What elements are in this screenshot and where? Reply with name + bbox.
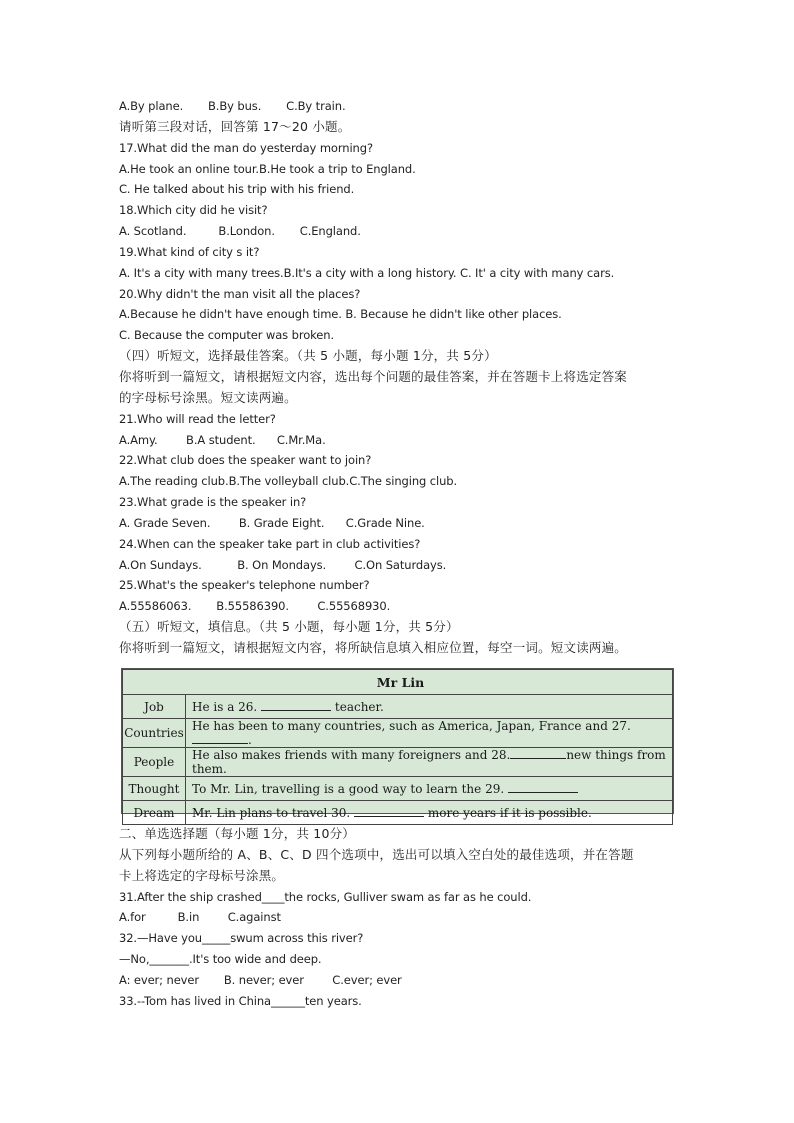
- question-line: C. He talked about his trip with his friend.: [119, 182, 355, 197]
- row-key: Job: [123, 695, 186, 719]
- question-line: —No,_______.It's too wide and deep.: [119, 952, 322, 967]
- instruction-line: 你将听到一篇短文，请根据短文内容，选出每个问题的最佳答案，并在答题卡上将选定答案: [119, 368, 628, 384]
- instruction-line: 卡上将选定的字母标号涂黑。: [119, 867, 285, 883]
- question-line: 22.What club does the speaker want to join?: [119, 453, 372, 468]
- table-title: Mr Lin: [123, 670, 673, 695]
- question-line: A.He took an online tour.B.He took a trip to England.: [119, 161, 416, 176]
- answer-blank[interactable]: [261, 700, 331, 711]
- table-row: [123, 777, 673, 801]
- question-line: 20.Why didn't the man visit all the places?: [119, 286, 361, 301]
- question-line: A. Grade Seven. B. Grade Eight. C.Grade Nine.: [119, 515, 425, 530]
- single-choice-section: [119, 824, 679, 1012]
- table-row: [123, 801, 673, 825]
- row-text: He is a 26. teacher.: [186, 695, 673, 719]
- question-line: A: ever; never B. never; ever C.ever; ever: [119, 972, 402, 987]
- question-line: A.for B.in C.against: [119, 910, 281, 925]
- instruction-line: （四）听短文，选择最佳答案。（共 5 小题，每小题 1分，共 5分）: [119, 348, 497, 364]
- question-line: 31.After the ship crashed____the rocks, Gulliver swam as far as he could.: [119, 889, 532, 904]
- question-line: 24.When can the speaker take part in club activities?: [119, 536, 421, 551]
- row-text: To Mr. Lin, travelling is a good way to learn the 29.: [186, 777, 673, 801]
- row-key: People: [123, 748, 186, 777]
- row-key: Countries: [123, 719, 186, 748]
- question-line: 33.--Tom has lived in China______ten years.: [119, 993, 362, 1008]
- instruction-line: 你将听到一篇短文，请根据短文内容，将所缺信息填入相应位置，每空一词。短文读两遍。: [119, 639, 628, 655]
- instruction-line: （五）听短文，填信息。（共 5 小题，每小题 1分，共 5分）: [119, 619, 459, 635]
- question-line: 19.What kind of city s it?: [119, 244, 260, 259]
- question-line: 32.—Have you_____swum across this river?: [119, 931, 364, 946]
- question-line: C. Because the computer was broken.: [119, 328, 335, 343]
- row-text: He also makes friends with many foreigners and 28. new things from them.: [186, 748, 673, 777]
- table-row: [123, 695, 673, 719]
- row-text: Mr. Lin plans to travel 30. more years if it is possible.: [186, 801, 673, 825]
- question-line: A. It's a city with many trees.B.It's a city with a long history. C. It' a city with many cars.: [119, 265, 615, 280]
- instruction-line: 二、单选选择题（每小题 1分，共 10分）: [119, 826, 356, 841]
- answer-blank[interactable]: [510, 748, 566, 759]
- answer-blank[interactable]: [192, 733, 248, 744]
- instruction-line: 请听第三段对话，回答第 17～20 小题。: [119, 118, 351, 134]
- mr-lin-info-table: [121, 668, 674, 820]
- row-key: Dream: [123, 801, 186, 825]
- question-line: A. Scotland. B.London. C.England.: [119, 224, 361, 239]
- question-line: A.By plane. B.By bus. C.By train.: [119, 99, 346, 113]
- instruction-line: 的字母标号涂黑。短文读两遍。: [119, 389, 297, 405]
- question-line: A.55586063. B.55586390. C.55568930.: [119, 599, 391, 614]
- table-row: [123, 748, 673, 777]
- question-line: 21.Who will read the letter?: [119, 411, 276, 426]
- row-text: He has been to many countries, such as America, Japan, France and 27. .: [186, 719, 673, 748]
- question-line: 25.What's the speaker's telephone number?: [119, 578, 370, 593]
- answer-blank[interactable]: [508, 782, 578, 793]
- question-line: A.The reading club.B.The volleyball club.C.The singing club.: [119, 474, 458, 489]
- listening-section: [119, 96, 679, 659]
- answer-blank[interactable]: [354, 806, 424, 817]
- question-line: 18.Which city did he visit?: [119, 203, 268, 218]
- question-line: A.Amy. B.A student. C.Mr.Ma.: [119, 432, 326, 447]
- question-line: 17.What did the man do yesterday morning?: [119, 140, 373, 155]
- instruction-line: 从下列每小题所给的 A、B、C、D 四个选项中，选出可以填入空白处的最佳选项，并在答题: [119, 846, 634, 862]
- question-line: 23.What grade is the speaker in?: [119, 495, 307, 510]
- row-key: Thought: [123, 777, 186, 801]
- table-row: [123, 719, 673, 748]
- question-line: A.Because he didn't have enough time. B. Because he didn't like other places.: [119, 307, 562, 322]
- question-line: A.On Sundays. B. On Mondays. C.On Saturdays.: [119, 557, 447, 572]
